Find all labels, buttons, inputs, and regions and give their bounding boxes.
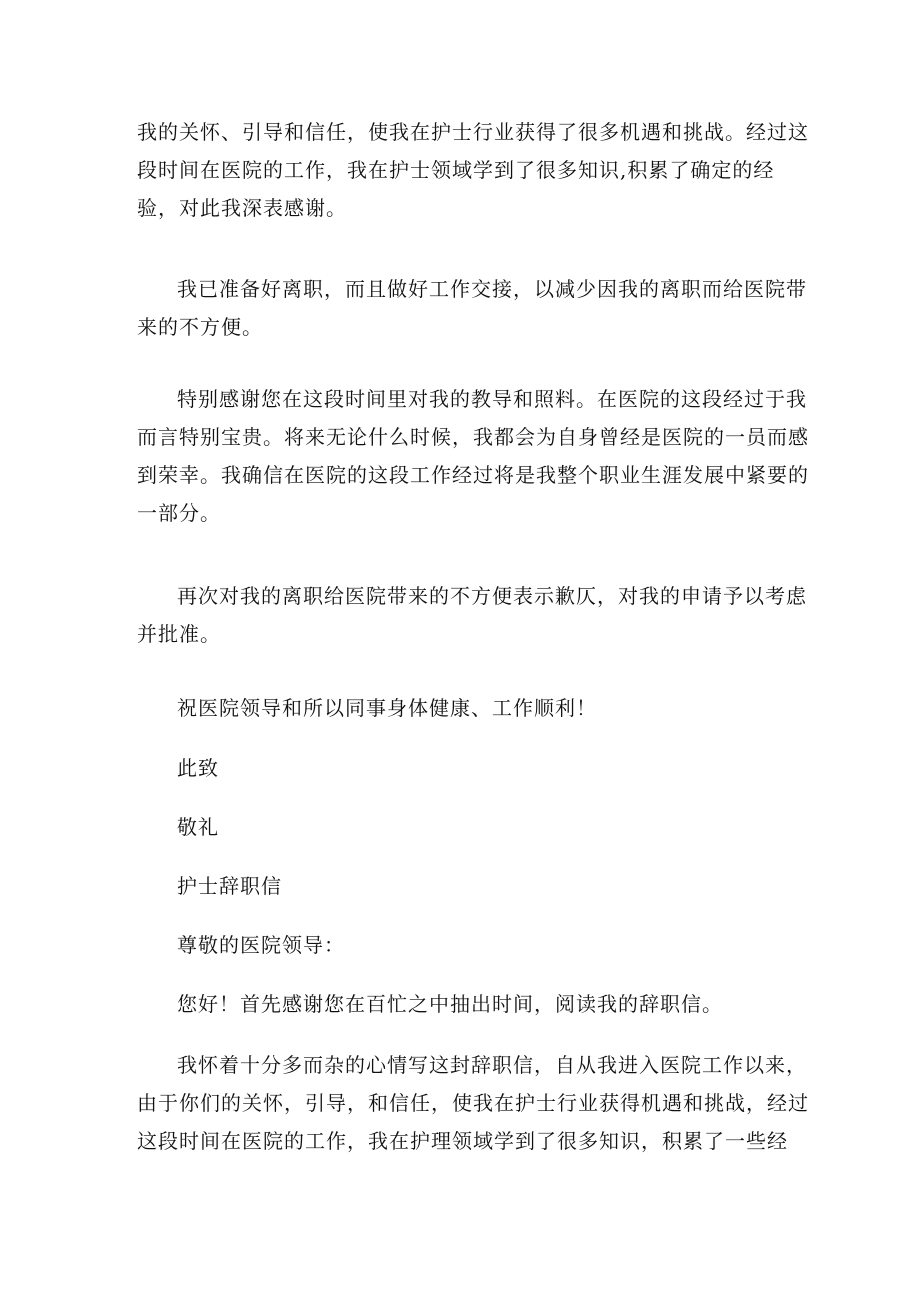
paragraph-gratitude: [137, 113, 809, 227]
paragraph-line: 由于你们的关怀，引导，和信任，使我在护士行业获得机遇和挑战，经过: [137, 1091, 809, 1115]
paragraph-handover: [137, 270, 807, 346]
paragraph-line: 特别感谢您在这段时间里对我的教导和照料。在医院的这段经过于我: [177, 387, 807, 411]
letter-title: [137, 867, 787, 905]
paragraph-line: 段时间在医院的工作，我在护士领域学到了很多知识,积累了确定的经: [137, 158, 775, 182]
closing-text: 此致: [177, 756, 219, 780]
paragraph-line: 验，对此我深表感谢。: [137, 196, 347, 220]
paragraph-line: 来的不方便。: [137, 315, 263, 339]
paragraph-line: 我怀着十分多而杂的心情写这封辞职信，自从我进入医院工作以来，: [177, 1053, 807, 1077]
wish-line: [137, 689, 787, 727]
paragraph-apology: [137, 577, 807, 653]
paragraph-line: 并批准。: [137, 622, 221, 646]
paragraph-line: 我已准备好离职，而且做好工作交接，以减少因我的离职而给医院带: [177, 277, 807, 301]
paragraph-line: 我的关怀、引导和信任，使我在护士行业获得了很多机遇和挑战。经过这: [137, 120, 809, 144]
wish-text: 祝医院领导和所以同事身体健康、工作顺利！: [177, 696, 597, 720]
paragraph-thanks: [137, 380, 809, 532]
title-text: 护士辞职信: [177, 874, 282, 898]
paragraph-line: 一部分。: [137, 501, 221, 525]
paragraph-opening: [137, 1046, 809, 1160]
greeting-text: 您好！首先感谢您在百忙之中抽出时间，阅读我的辞职信。: [177, 992, 723, 1016]
closing-line-1: [137, 749, 787, 787]
closing-line-2: [137, 808, 787, 846]
paragraph-line: 再次对我的离职给医院带来的不方便表示歉仄，对我的申请予以考虑: [177, 584, 807, 608]
closing-text: 敬礼: [177, 815, 219, 839]
greeting: [137, 985, 787, 1023]
paragraph-line: 而言特别宝贵。将来无论什么时候，我都会为自身曾经是医院的一员而感: [137, 425, 809, 449]
salutation: [137, 926, 787, 964]
paragraph-line: 这段时间在医院的工作，我在护理领域学到了很多知识，积累了一些经: [137, 1129, 788, 1153]
salutation-text: 尊敬的医院领导：: [177, 933, 345, 957]
paragraph-line: 到荣幸。我确信在医院的这段工作经过将是我整个职业生涯发展中紧要的: [137, 463, 809, 487]
